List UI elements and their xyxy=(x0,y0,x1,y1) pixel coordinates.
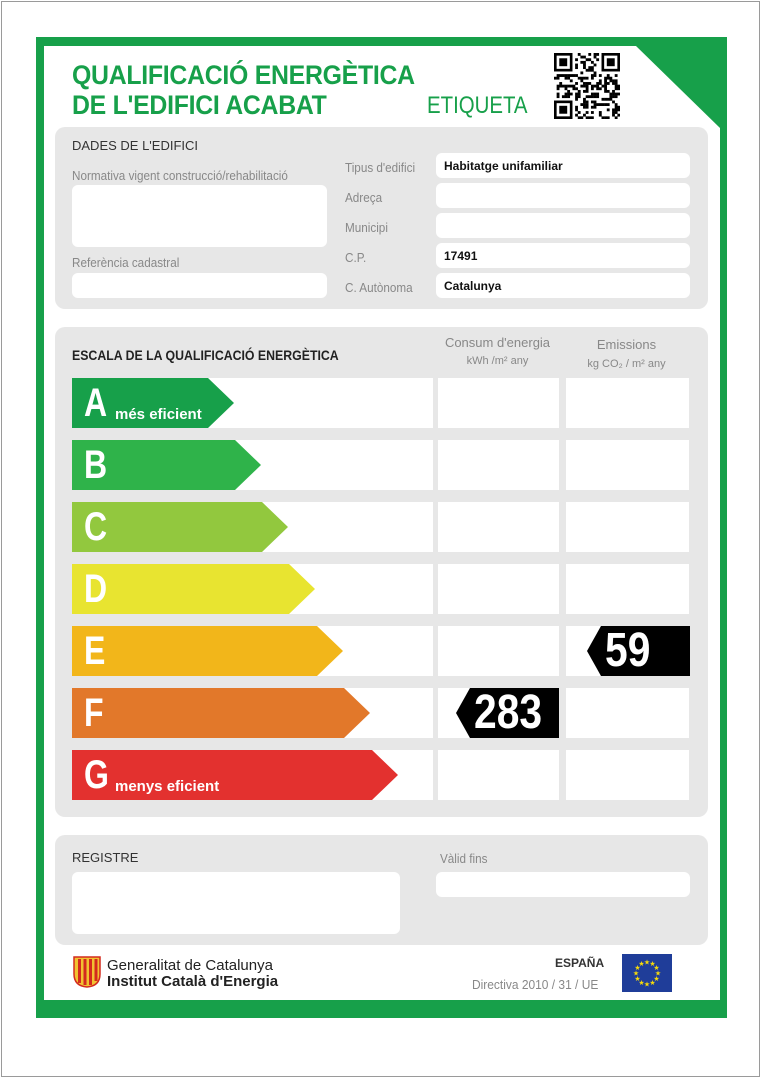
svg-text:★: ★ xyxy=(632,969,640,978)
class-letter: D xyxy=(84,567,108,611)
energy-cell-a xyxy=(438,378,559,428)
registre-field xyxy=(72,872,400,934)
adreca-field xyxy=(436,183,690,208)
referencia-label: Referència cadastral xyxy=(72,255,180,270)
normativa-field xyxy=(72,185,327,247)
svg-text:★: ★ xyxy=(638,959,645,968)
emissions-cell-b xyxy=(566,440,689,490)
cp-label: C.P. xyxy=(345,250,367,265)
svg-text:★: ★ xyxy=(653,964,660,972)
svg-text:★: ★ xyxy=(649,959,656,968)
org-line-2: Institut Català d'Energia xyxy=(107,973,279,990)
class-letter: C xyxy=(84,505,108,549)
municipi-label: Municipi xyxy=(345,220,388,235)
svg-text:★: ★ xyxy=(654,969,662,978)
energy-cell-b xyxy=(438,440,559,490)
emissions-column-title: Emissions xyxy=(596,337,657,352)
directive-label: Directiva 2010 / 31 / UE xyxy=(472,977,599,992)
valid-label: Vàlid fins xyxy=(440,851,488,866)
svg-text:★: ★ xyxy=(638,979,645,988)
generalitat-logo-icon xyxy=(73,956,101,988)
cp-value: 17491 xyxy=(444,249,478,263)
svg-text:★: ★ xyxy=(634,975,641,983)
title-line-2: DE L'EDIFICI ACABAT xyxy=(72,90,327,120)
class-note: més eficient xyxy=(115,406,202,423)
building-data-heading: DADES DE L'EDIFICI xyxy=(72,138,199,153)
eu-flag-icon xyxy=(622,954,672,992)
municipi-field xyxy=(436,213,690,238)
org-line-1: Generalitat de Catalunya xyxy=(107,957,273,974)
adreca-label: Adreça xyxy=(345,190,383,205)
emissions-cell-d xyxy=(566,564,689,614)
energy-value: 283 xyxy=(474,686,543,739)
class-arrow-d xyxy=(72,564,315,614)
svg-text:★: ★ xyxy=(653,975,660,983)
emissions-cell-g xyxy=(566,750,689,800)
tipus-field xyxy=(436,153,690,178)
title-line-1: QUALIFICACIÓ ENERGÈTICA xyxy=(72,60,415,90)
energy-cell-d xyxy=(438,564,559,614)
normativa-label: Normativa vigent construcció/rehabilitació xyxy=(72,168,288,183)
class-letter: G xyxy=(84,753,109,797)
referencia-field xyxy=(72,273,327,298)
class-arrow-f xyxy=(72,688,370,738)
emissions-cell-a xyxy=(566,378,689,428)
class-note: menys eficient xyxy=(115,778,220,795)
valid-field xyxy=(436,872,690,897)
svg-text:★: ★ xyxy=(634,964,641,972)
autonoma-label: C. Autònoma xyxy=(345,280,413,295)
energy-cell-e xyxy=(438,626,559,676)
country-label: ESPAÑA xyxy=(555,956,605,970)
energy-cell-g xyxy=(438,750,559,800)
svg-text:★: ★ xyxy=(643,958,651,967)
registre-heading: REGISTRE xyxy=(72,850,139,865)
class-letter: A xyxy=(84,381,108,425)
tipus-value: Habitatge unifamiliar xyxy=(444,159,563,173)
energy-scale-heading: ESCALA DE LA QUALIFICACIÓ ENERGÈTICA xyxy=(72,347,339,363)
cp-field xyxy=(436,243,690,268)
energy-column-unit: kWh /m² any xyxy=(466,355,529,367)
class-letter: B xyxy=(84,443,108,487)
emissions-value: 59 xyxy=(605,624,651,677)
svg-text:★: ★ xyxy=(643,980,651,989)
emissions-cell-c xyxy=(566,502,689,552)
tipus-label: Tipus d'edifici xyxy=(345,160,416,175)
energy-column-title: Consum d'energia xyxy=(444,335,551,350)
qr-code-icon xyxy=(554,53,620,119)
autonoma-value: Catalunya xyxy=(444,279,502,293)
class-letter: E xyxy=(84,629,106,673)
svg-text:★: ★ xyxy=(649,979,656,988)
energy-cell-c xyxy=(438,502,559,552)
autonoma-field xyxy=(436,273,690,298)
class-arrow-e xyxy=(72,626,343,676)
class-letter: F xyxy=(84,691,104,735)
emissions-cell-f xyxy=(566,688,689,738)
emissions-column-unit: kg CO₂ / m² any xyxy=(587,358,666,370)
label-type: ETIQUETA xyxy=(427,92,528,119)
